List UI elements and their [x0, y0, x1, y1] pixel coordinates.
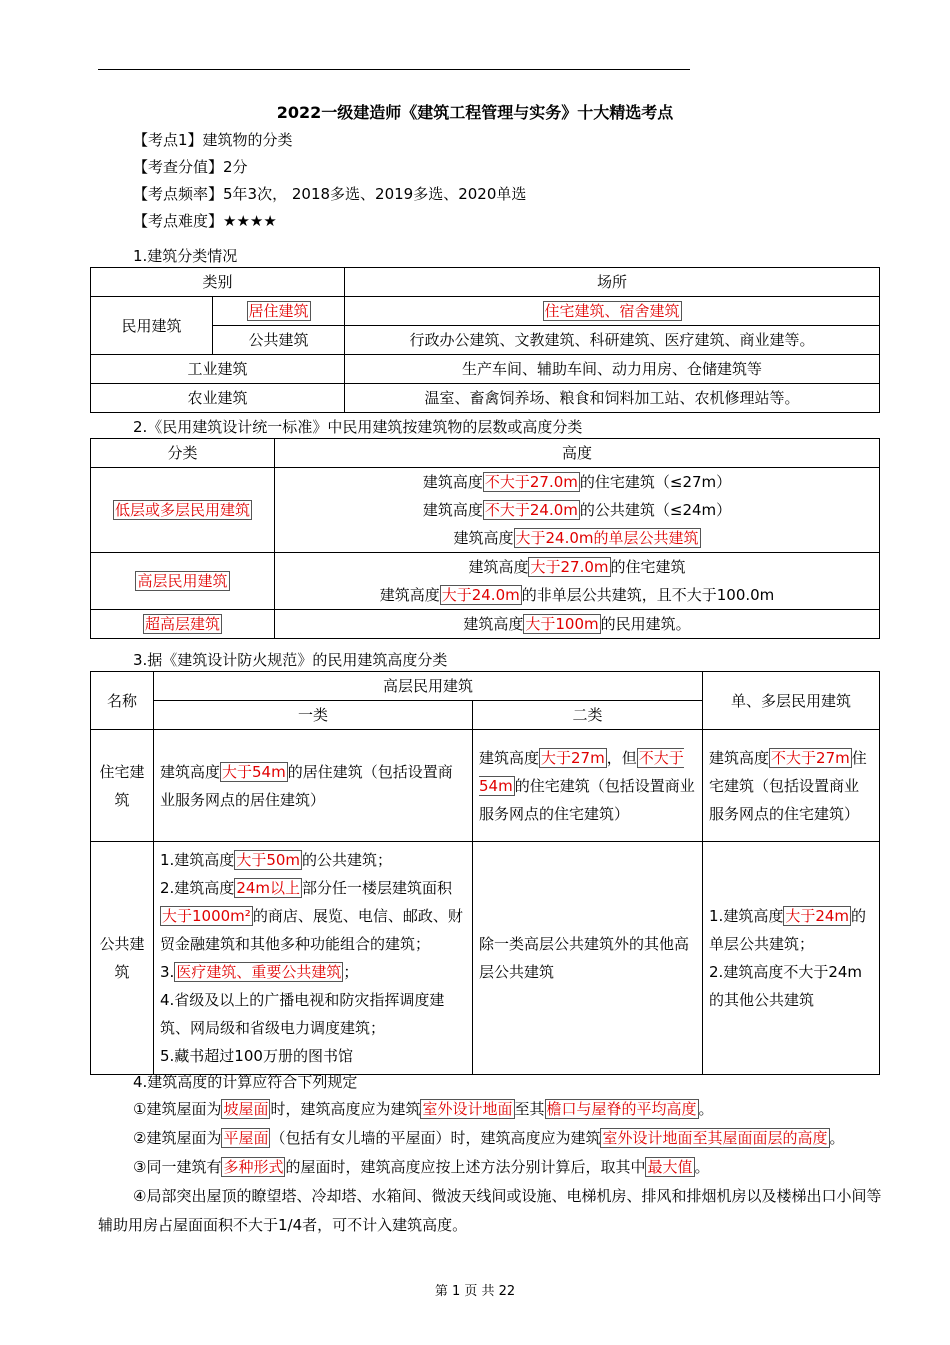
th-class: 分类	[91, 439, 275, 468]
agricultural-label: 农业建筑	[91, 384, 345, 413]
rule-4: ④局部突出屋顶的瞭望塔、冷却塔、水箱间、微波天线间或设施、电梯机房、排风和排烟机房以及楼梯出口小间等辅助用房占屋面面积不大于1/4者，可不计入建筑高度。	[98, 1187, 882, 1234]
super-high-label: 超高层建筑	[144, 615, 220, 633]
section4-heading: 4.建筑高度的计算应符合下列规定	[133, 1073, 358, 1091]
super-rule: 建筑高度 大于100m 的民用建筑。	[463, 615, 691, 633]
residential-label: 居住建筑	[248, 302, 309, 320]
section3-heading: 3.据《建筑设计防火规范》的民用建筑高度分类	[133, 651, 448, 669]
high-rule-2: 建筑高度 大于24.0m 的非单层公共建筑，且不大于100.0m	[379, 586, 775, 604]
th-place: 场所	[345, 268, 880, 297]
th-name: 名称	[91, 672, 154, 730]
pub-class2: 除一类高层公共建筑外的其他高层公共建筑	[473, 842, 703, 1075]
th-type: 类别	[91, 268, 345, 297]
residential-name: 住宅建筑	[91, 730, 154, 842]
header-rule	[98, 69, 690, 70]
civil-cell: 民用建筑	[91, 297, 213, 355]
kp-line: 【考点1】建筑物的分类	[133, 131, 293, 149]
res-class1: 建筑高度 大于54m 的居住建筑（包括设置商业服务网点的居住建筑）	[154, 730, 473, 842]
th-high-rise: 高层民用建筑	[154, 672, 703, 701]
res-low: 建筑高度 不大于27m 住宅建筑（包括设置商业服务网点的住宅建筑）	[703, 730, 880, 842]
th-low-rise: 单、多层民用建筑	[703, 672, 880, 730]
public-name: 公共建筑	[91, 842, 154, 1075]
page-footer: 第 1 页 共 22	[434, 1284, 516, 1299]
public-place: 行政办公建筑、文教建筑、科研建筑、医疗建筑、商业建等。	[345, 326, 880, 355]
public-label: 公共建筑	[213, 326, 345, 355]
high-rise-label: 高层民用建筑	[137, 572, 228, 590]
rule-3: ③同一建筑有 多种形式 的屋面时，建筑高度应按上述方法分别计算后，取其中 最大值 。	[133, 1158, 710, 1176]
th-class-1: 一类	[154, 701, 473, 730]
industrial-place: 生产车间、辅助车间、动力用房、仓储建筑等	[345, 355, 880, 384]
page-title: 2022一级建造师《建筑工程管理与实务》十大精选考点	[276, 103, 674, 122]
low-rise-label: 低层或多层民用建筑	[114, 501, 250, 519]
section1-heading: 1.建筑分类情况	[133, 247, 238, 265]
height-class-table	[90, 438, 880, 639]
th-height: 高度	[275, 439, 880, 468]
pub-class1: 1.建筑高度 大于50m 的公共建筑； 2.建筑高度 24m以上 部分任一楼层建筑面积大于1000m² 的商店、展览、电信、邮政、财贸金融建筑和其他多种功能组合的建筑； 3. 医疗建筑、重要公共建筑 ； 4.省级及以上的广播电视和防灾指挥调度建筑、网局级和省级电力调度建筑； 5.藏书超过100万册的图书馆	[154, 842, 473, 1075]
freq-line: 【考点频率】5年3次， 2018多选、2019多选、2020单选	[133, 185, 527, 203]
high-rule-1: 建筑高度 大于27.0m 的住宅建筑	[468, 558, 686, 576]
low-rule-3: 建筑高度 大于24.0m的单层公共建筑	[453, 529, 699, 547]
residential-place: 住宅建筑、宿舍建筑	[544, 302, 680, 320]
res-class2: 建筑高度 大于27m ，但 不大于54m 的住宅建筑（包括设置商业服务网点的住宅建筑）	[473, 730, 703, 842]
low-rule-2: 建筑高度 不大于24.0m 的公共建筑（≤24m）	[422, 501, 732, 519]
industrial-label: 工业建筑	[91, 355, 345, 384]
fire-code-table	[90, 671, 880, 1075]
rule-2: ②建筑屋面为 平屋面 （包括有女儿墙的平屋面）时，建筑高度应为建筑 室外设计地面至其屋面面层的高度 。	[133, 1129, 845, 1147]
low-rule-1: 建筑高度 不大于27.0m 的住宅建筑（≤27m）	[422, 473, 732, 491]
pub-low: 1.建筑高度 大于24m 的单层公共建筑； 2.建筑高度不大于24m的其他公共建筑	[703, 842, 880, 1075]
rule-1: ①建筑屋面为 坡屋面 时，建筑高度应为建筑 室外设计地面 至其 檐口与屋脊的平均高度 。	[133, 1100, 714, 1118]
th-class-2: 二类	[473, 701, 703, 730]
score-line: 【考查分值】2分	[133, 158, 248, 176]
building-category-table	[90, 267, 880, 413]
agricultural-place: 温室、畜禽饲养场、粮食和饲料加工站、农机修理站等。	[345, 384, 880, 413]
section2-heading: 2.《民用建筑设计统一标准》中民用建筑按建筑物的层数或高度分类	[133, 418, 583, 436]
difficulty-line: 【考点难度】★★★★	[133, 212, 277, 230]
